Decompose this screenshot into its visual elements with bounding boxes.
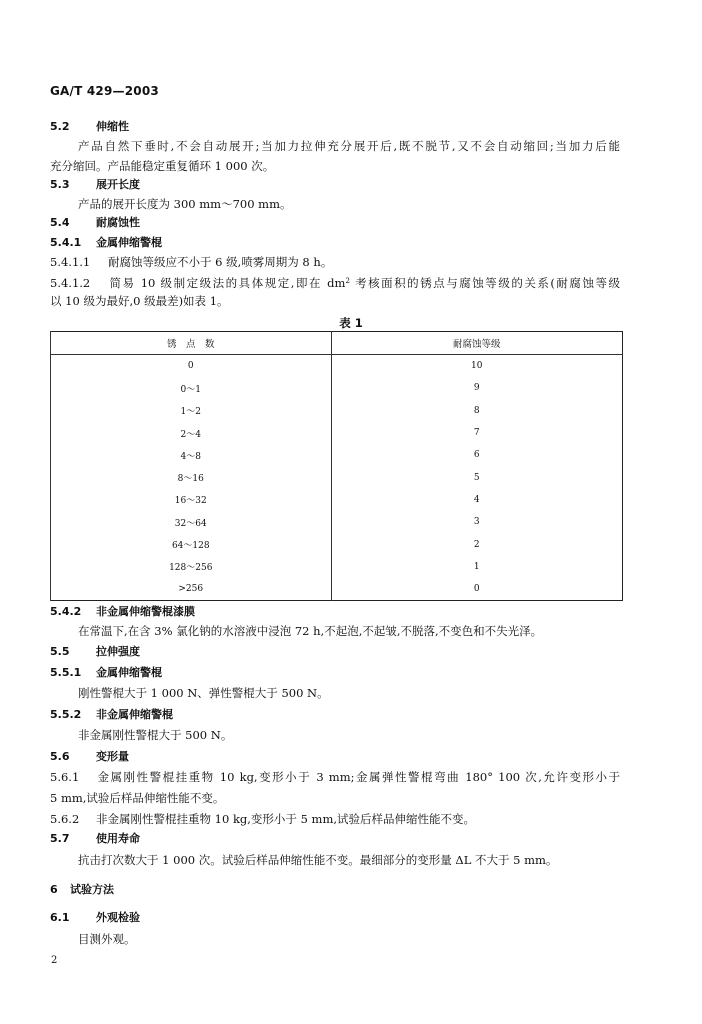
section-6-1-text: 目测外观。 xyxy=(78,932,136,946)
grade-cell: 1 xyxy=(331,556,622,578)
rust-points-cell: 64～128 xyxy=(51,533,332,555)
table-row xyxy=(51,556,623,578)
section-6-1-heading: 6.1 外观检验 xyxy=(50,911,140,924)
section-6-heading: 6 试验方法 xyxy=(50,883,114,896)
table-row xyxy=(51,533,623,555)
section-5-4-2-text: 在常温下,在含 3% 氯化钠的水溶液中浸泡 72 h,不起泡,不起皱,不脱落,不变色和不失光泽。 xyxy=(78,624,543,638)
section-5-5-1-heading: 5.5.1 金属伸缩警棍 xyxy=(50,666,162,679)
rust-points-cell: 2～4 xyxy=(51,422,332,444)
rust-points-cell: 0 xyxy=(51,355,332,378)
rust-points-cell: 4～8 xyxy=(51,444,332,466)
rust-points-cell: 8～16 xyxy=(51,466,332,488)
table-row xyxy=(51,489,623,511)
table-row xyxy=(51,377,623,399)
section-5-5-2-text: 非金属刚性警棍大于 500 N。 xyxy=(78,728,233,742)
header-rust-points: 锈 点 数 xyxy=(51,332,332,355)
section-5-4-2-heading: 5.4.2 非金属伸缩警棍漆膜 xyxy=(50,605,195,618)
grade-cell: 5 xyxy=(331,466,622,488)
section-5-4-1-2-text-line2: 以 10 级为最好,0 级最差)如表 1。 xyxy=(50,294,229,308)
rust-points-cell: 32～64 xyxy=(51,511,332,533)
section-5-5-heading: 5.5 拉伸强度 xyxy=(50,645,140,658)
rust-points-table xyxy=(50,331,623,601)
grade-cell: 6 xyxy=(331,444,622,466)
grade-cell: 9 xyxy=(331,377,622,399)
table-1-caption: 表 1 xyxy=(339,316,363,330)
section-5-7-text: 抗击打次数大于 1 000 次。试验后样品伸缩性能不变。最细部分的变形量 ΔL 不大于 5 mm。 xyxy=(78,853,558,867)
section-5-3-heading: 5.3 展开长度 xyxy=(50,178,140,191)
table-row xyxy=(51,422,623,444)
grade-cell: 0 xyxy=(331,578,622,601)
rust-points-cell: >256 xyxy=(51,578,332,601)
section-5-4-heading: 5.4 耐腐蚀性 xyxy=(50,216,140,229)
table-row xyxy=(51,511,623,533)
section-5-2-text-line1: 产品自然下垂时,不会自动展开;当加力拉伸充分展开后,既不脱节,又不会自动缩回;当加力后能 xyxy=(78,139,620,153)
section-5-5-2-heading: 5.5.2 非金属伸缩警棍 xyxy=(50,708,173,721)
table-row xyxy=(51,466,623,488)
grade-cell: 4 xyxy=(331,489,622,511)
section-5-4-1-1-text: 5.4.1.1 耐腐蚀等级应不小于 6 级,喷雾周期为 8 h。 xyxy=(50,255,333,269)
grade-cell: 3 xyxy=(331,511,622,533)
section-5-2-heading: 5.2 伸缩性 xyxy=(50,120,129,133)
section-5-5-1-text: 刚性警棍大于 1 000 N、弹性警棍大于 500 N。 xyxy=(78,686,329,700)
grade-cell: 10 xyxy=(331,355,622,378)
grade-cell: 8 xyxy=(331,400,622,422)
grade-cell: 2 xyxy=(331,533,622,555)
rust-points-cell: 16～32 xyxy=(51,489,332,511)
section-5-4-1-2-text-line1: 5.4.1.2 简易 10 级制定级法的具体规定,即在 $dm^2$ 考核面积的锈点与腐蚀等级的关系(耐腐蚀等级 xyxy=(50,276,620,290)
section-5-7-heading: 5.7 使用寿命 xyxy=(50,832,140,845)
table-row xyxy=(51,400,623,422)
section-5-3-text: 产品的展开长度为 300 mm～700 mm。 xyxy=(78,197,292,211)
rust-points-cell: 128～256 xyxy=(51,556,332,578)
grade-cell: 7 xyxy=(331,422,622,444)
section-5-4-1-heading: 5.4.1 金属伸缩警棍 xyxy=(50,236,162,249)
table-row xyxy=(51,444,623,466)
page-number: 2 xyxy=(51,955,58,966)
section-5-2-text-line2: 充分缩回。产品能稳定重复循环 1 000 次。 xyxy=(50,159,275,173)
table-header-row xyxy=(51,332,623,355)
rust-points-cell: 0～1 xyxy=(51,377,332,399)
rust-points-cell: 1～2 xyxy=(51,400,332,422)
standard-code-header: GA/T 429—2003 xyxy=(50,84,159,98)
section-5-6-1-text-line1: 5.6.1 金属刚性警棍挂重物 10 kg,变形小于 3 mm;金属弹性警棍弯曲 180° 100 次,允许变形小于 xyxy=(50,770,620,784)
table-row xyxy=(51,355,623,378)
section-5-6-1-text-line2: 5 mm,试验后样品伸缩性能不变。 xyxy=(50,791,225,805)
table-row xyxy=(51,578,623,601)
section-5-6-2-text: 5.6.2 非金属刚性警棍挂重物 10 kg,变形小于 5 mm,试验后样品伸缩性能不变。 xyxy=(50,812,476,826)
section-5-6-heading: 5.6 变形量 xyxy=(50,750,129,763)
header-corrosion-grade: 耐腐蚀等级 xyxy=(331,332,622,355)
superscript-2: 2 xyxy=(345,277,350,285)
